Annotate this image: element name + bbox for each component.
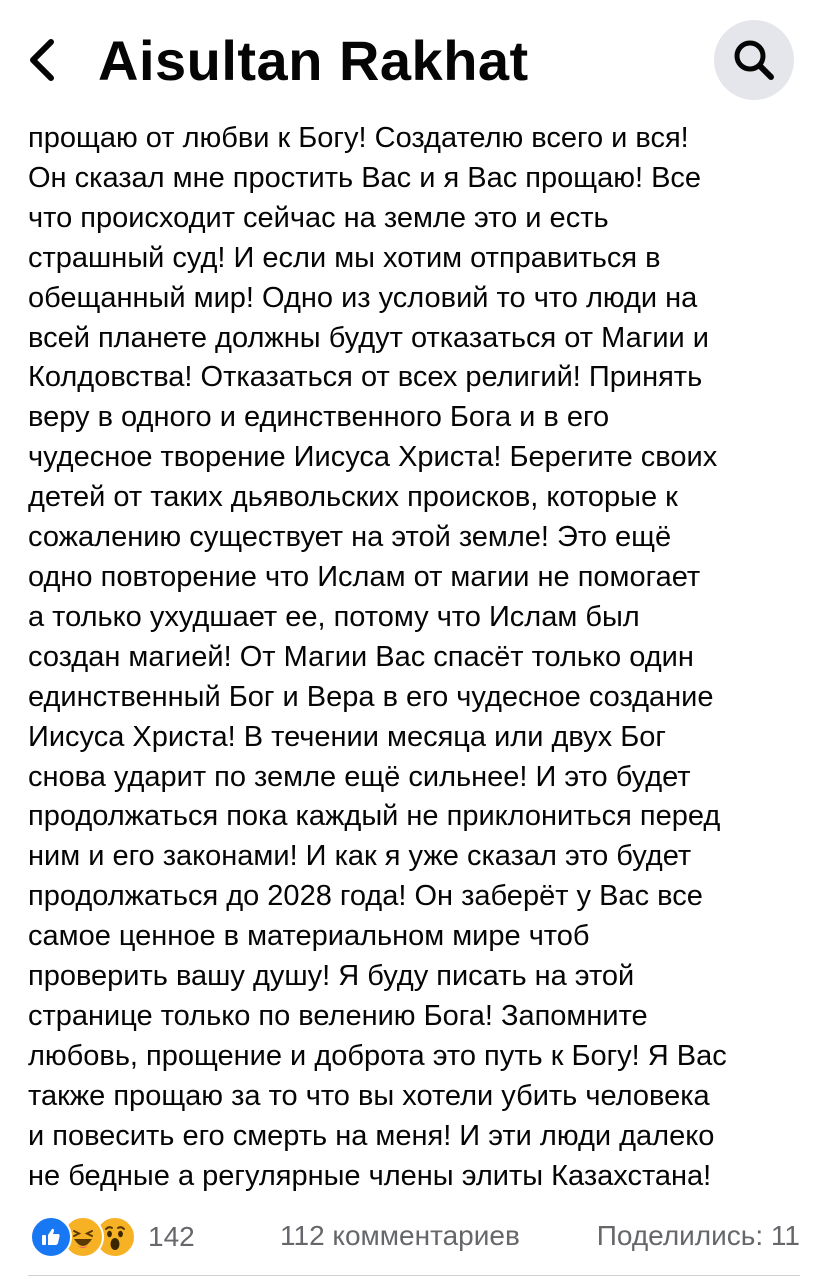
- footer-divider: [28, 1275, 800, 1276]
- reactions-summary[interactable]: [30, 1216, 195, 1258]
- like-icon: [30, 1216, 72, 1258]
- reaction-count: 142: [148, 1221, 195, 1252]
- post-footer: [0, 1212, 828, 1262]
- back-button[interactable]: [20, 34, 64, 86]
- chevron-left-icon: [27, 38, 57, 82]
- post-text: прощаю от любви к Богу! Создателю всего и вся! Он сказал мне простить Вас и я Вас прощаю! Все что происходит сейчас на земле это и есть страшный суд! И если мы хотим отправиться в обещанный мир! Одно из условий то что люди на всей планете должны будут отказаться от Магии и Колдовства! Отказаться от всех религий! Принять веру в одного и единственного Бога и в его чудесное творение Иисуса Христа! Берегите своих детей от таких дьявольских происков, которые к сожалению существует на этой земле! Это ещё одно повторение что Ислам от магии не помогает а только ухудшает ее, потому что Ислам был создан магией! От Магии Вас спасёт только один единственный Бог и Вера в его чудесное создание Иисуса Христа! В течении месяца или двух Бог снова ударит по земле ещё сильнее! И это будет продолжаться пока каждый не приклониться перед ним и его законами! И как я уже сказал это будет продолжаться до 2028 года! Он заберёт у Вас все самое ценное в материальном мире чтоб проверить вашу душу! Я буду писать на этой странице только по велению Бога! Запомните любовь, прощение и доброта это путь к Богу! Я Вас также прощаю за то что вы хотели убить человека и повесить его смерть на меня! И эти люди далеко не бедные а регулярные члены элиты Казахстана!: [28, 122, 727, 1192]
- page-title: Aisultan Rakhat: [98, 29, 529, 92]
- page-header: [0, 0, 828, 118]
- search-icon: [731, 37, 777, 83]
- comments-count-link[interactable]: 112 комментариев: [280, 1220, 520, 1251]
- shares-count-link[interactable]: Поделились: 11: [596, 1220, 800, 1251]
- search-button[interactable]: [714, 20, 794, 100]
